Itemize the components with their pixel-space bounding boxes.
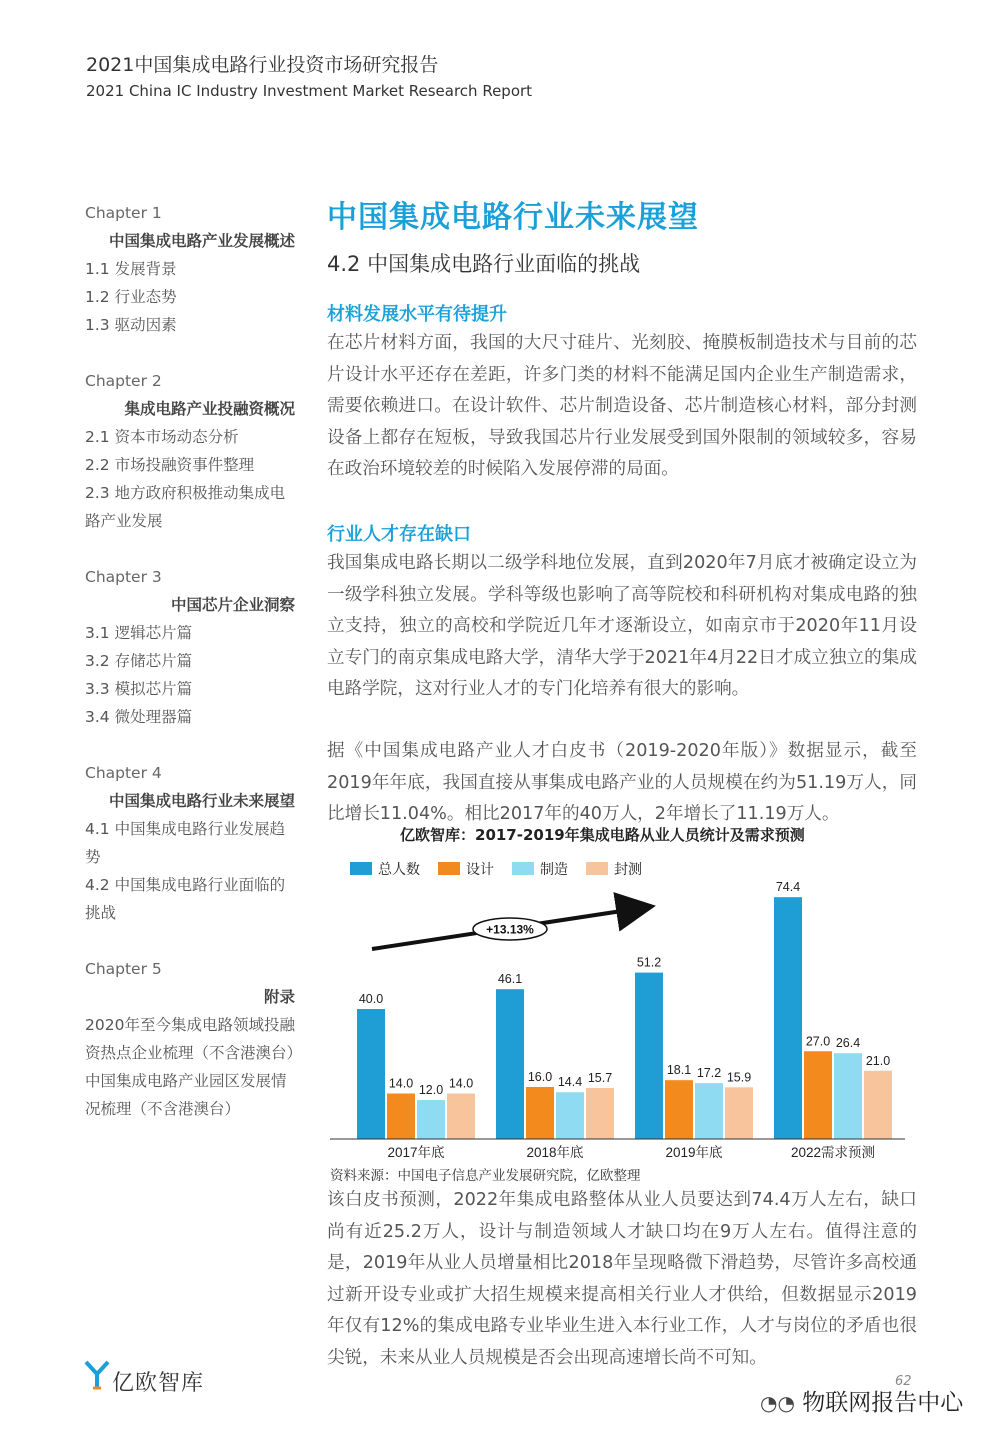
sidebar-item[interactable]: 1.3 驱动因素: [85, 316, 177, 334]
bar-3-2: [725, 1087, 753, 1139]
chapter-label[interactable]: Chapter 1: [85, 204, 162, 222]
report-title-en: 2021 China IC Industry Investment Market Research Report: [86, 82, 533, 100]
paragraph: 我国集成电路长期以二级学科地位发展，直到2020年7月底才被确定设立为一级学科独立发展。学科等级也影响了高等院校和科研机构对集成电路的独立支持，独立的高校和学院近几年才逐渐设立，如南京市于2020年11月设立专门的南京集成电路大学，清华大学于2021年4月22日才成立独立的集成电路学院，这对行业人才的专门化培养有很大的影响。: [327, 553, 917, 699]
sidebar-item[interactable]: 3.1 逻辑芯片篇: [85, 624, 193, 642]
sidebar-item[interactable]: 2020年至今集成电路领域投融资热点企业梳理（不含港澳台）: [85, 1016, 303, 1062]
bar-1-1: [526, 1087, 554, 1139]
logo-text: 亿欧智库: [112, 1371, 205, 1396]
legend-label-0: 总人数: [378, 861, 420, 877]
sidebar-item[interactable]: 中国集成电路产业园区发展情况梳理（不含港澳台）: [85, 1072, 287, 1118]
legend-swatch-2: [512, 862, 534, 875]
x-tick-label-0: 2017年底: [387, 1145, 445, 1160]
sidebar-item[interactable]: 1.1 发展背景: [85, 260, 177, 278]
subheading-talent: 行业人才存在缺口: [327, 524, 471, 545]
data-label-1-0: 14.0: [388, 1076, 414, 1091]
data-label-0-1: 46.1: [497, 972, 523, 987]
legend-label-2: 制造: [540, 861, 568, 877]
yiou-logo-icon: [84, 1360, 110, 1390]
bar-3-1: [586, 1088, 614, 1139]
watermark: [760, 1384, 963, 1417]
data-label-2-0: 12.0: [418, 1083, 444, 1097]
chapter-title[interactable]: 附录: [263, 988, 295, 1006]
chapter-label[interactable]: Chapter 3: [85, 568, 162, 586]
growth-label: +13.13%: [486, 922, 534, 937]
sidebar-item[interactable]: 3.3 模拟芯片篇: [85, 680, 193, 698]
wechat-icon: ◔◔: [760, 1391, 795, 1415]
sidebar-item[interactable]: 4.1 中国集成电路行业发展趋势: [85, 820, 286, 866]
bar-1-3: [804, 1051, 832, 1139]
section-title: 4.2 中国集成电路行业面临的挑战: [327, 252, 641, 276]
x-axis-labels: [387, 1144, 875, 1160]
x-tick-label-1: 2018年底: [526, 1145, 584, 1160]
x-tick-label-3: 2022需求预测: [790, 1145, 876, 1160]
data-label-0-3: 74.4: [775, 880, 801, 895]
sidebar-chapter-1: [85, 199, 295, 339]
legend-swatch-0: [350, 862, 372, 875]
bar-2-0: [417, 1100, 445, 1139]
chart-title: 亿欧智库：2017-2019年集成电路从业人员统计及需求预测: [400, 826, 805, 844]
trend-annotation: [372, 907, 648, 949]
chapter-label[interactable]: Chapter 4: [85, 764, 162, 782]
chart-bars: [357, 880, 892, 1139]
data-label-0-0: 40.0: [358, 992, 384, 1006]
sidebar-item[interactable]: 2.3 地方政府积极推动集成电路产业发展: [85, 484, 286, 530]
data-label-2-2: 17.2: [696, 1066, 722, 1081]
data-label-2-1: 14.4: [557, 1075, 583, 1090]
sidebar-item[interactable]: 1.2 行业态势: [85, 288, 177, 306]
paragraph: 该白皮书预测，2022年集成电路整体从业人员要达到74.4万人左右，缺口尚有近25.2万人，设计与制造领域人才缺口均在9万人左右。值得注意的是，2019年从业人员增量相比2018年呈现略微下滑趋势，尽管许多高校通过新开设专业或扩大招生规模来提高相关行业人才供给，但数据显示2019年仅有12%的集成电路专业毕业生进入本行业工作，人才与岗位的矛盾也很尖锐，未来从业人员规模是否会出现高速增长尚不可知。: [327, 1190, 917, 1368]
data-label-3-2: 15.9: [726, 1070, 752, 1085]
bar-2-2: [695, 1083, 723, 1139]
chapter-label[interactable]: Chapter 5: [85, 960, 162, 978]
bar-0-2: [635, 973, 663, 1139]
bar-chart: [330, 845, 910, 1163]
page-title: 中国集成电路行业未来展望: [327, 200, 699, 235]
bar-1-0: [387, 1094, 415, 1140]
sidebar-chapter-5: [85, 955, 303, 1123]
bar-3-3: [864, 1071, 892, 1139]
data-label-1-1: 16.0: [527, 1070, 553, 1084]
bar-0-3: [774, 897, 802, 1139]
data-label-3-0: 14.0: [448, 1076, 474, 1091]
subheading-materials: 材料发展水平有待提升: [327, 304, 507, 325]
data-label-3-1: 15.7: [587, 1070, 613, 1085]
sidebar-item[interactable]: 4.2 中国集成电路行业面临的挑战: [85, 876, 286, 922]
chapter-title[interactable]: 中国芯片企业洞察: [170, 596, 295, 614]
watermark-text: 物联网报告中心: [802, 1390, 964, 1416]
chapter-title[interactable]: 中国集成电路产业发展概述: [108, 232, 295, 250]
sidebar-item[interactable]: 3.2 存储芯片篇: [85, 652, 193, 670]
data-label-0-2: 51.2: [636, 955, 662, 970]
legend-label-1: 设计: [466, 861, 494, 877]
sidebar-item[interactable]: 2.2 市场投融资事件整理: [85, 456, 255, 474]
bar-2-3: [834, 1053, 862, 1139]
chapter-label[interactable]: Chapter 2: [85, 372, 162, 390]
legend-swatch-1: [438, 862, 460, 875]
data-label-2-3: 26.4: [835, 1036, 861, 1051]
chart-source: 资料来源：中国电子信息产业发展研究院，亿欧整理: [330, 1168, 641, 1184]
page-number: 62: [895, 1374, 912, 1389]
legend-swatch-3: [586, 862, 608, 875]
legend-label-3: 封测: [614, 861, 642, 877]
bar-3-0: [447, 1094, 475, 1140]
x-tick-label-2: 2019年底: [665, 1145, 723, 1160]
sidebar-chapter-3: [85, 563, 295, 731]
paragraph: 据《中国集成电路产业人才白皮书（2019-2020年版）》数据显示，截至2019年年底，我国直接从事集成电路产业的人员规模在约为51.19万人，同比增长11.04%。相比2017年的40万人，2年增长了11.19万人。: [327, 741, 917, 824]
chapter-title[interactable]: 中国集成电路行业未来展望: [108, 792, 295, 810]
sidebar-item[interactable]: 2.1 资本市场动态分析: [85, 428, 239, 446]
report-title-cn: 2021中国集成电路行业投资市场研究报告: [86, 54, 439, 76]
bar-2-1: [556, 1092, 584, 1139]
chapter-title[interactable]: 集成电路产业投融资概况: [124, 400, 295, 418]
chart-legend: [350, 861, 642, 877]
bar-0-0: [357, 1009, 385, 1139]
sidebar-chapter-2: [85, 367, 295, 535]
sidebar-chapter-4: [85, 759, 295, 927]
paragraph: 在芯片材料方面，我国的大尺寸硅片、光刻胶、掩膜板制造技术与目前的芯片设计水平还存在差距，许多门类的材料不能满足国内企业生产制造需求，需要依赖进口。在设计软件、芯片制造设备、芯片制造核心材料，部分封测设备上都存在短板，导致我国芯片行业发展受到国外限制的领域较多，容易在政治环境较差的时候陷入发展停滞的局面。: [327, 333, 917, 479]
bar-1-2: [665, 1080, 693, 1139]
data-label-1-2: 18.1: [666, 1063, 692, 1078]
bar-0-1: [496, 989, 524, 1139]
sidebar-item[interactable]: 3.4 微处理器篇: [85, 708, 193, 726]
data-label-1-3: 27.0: [805, 1034, 831, 1049]
data-label-3-3: 21.0: [865, 1053, 891, 1068]
